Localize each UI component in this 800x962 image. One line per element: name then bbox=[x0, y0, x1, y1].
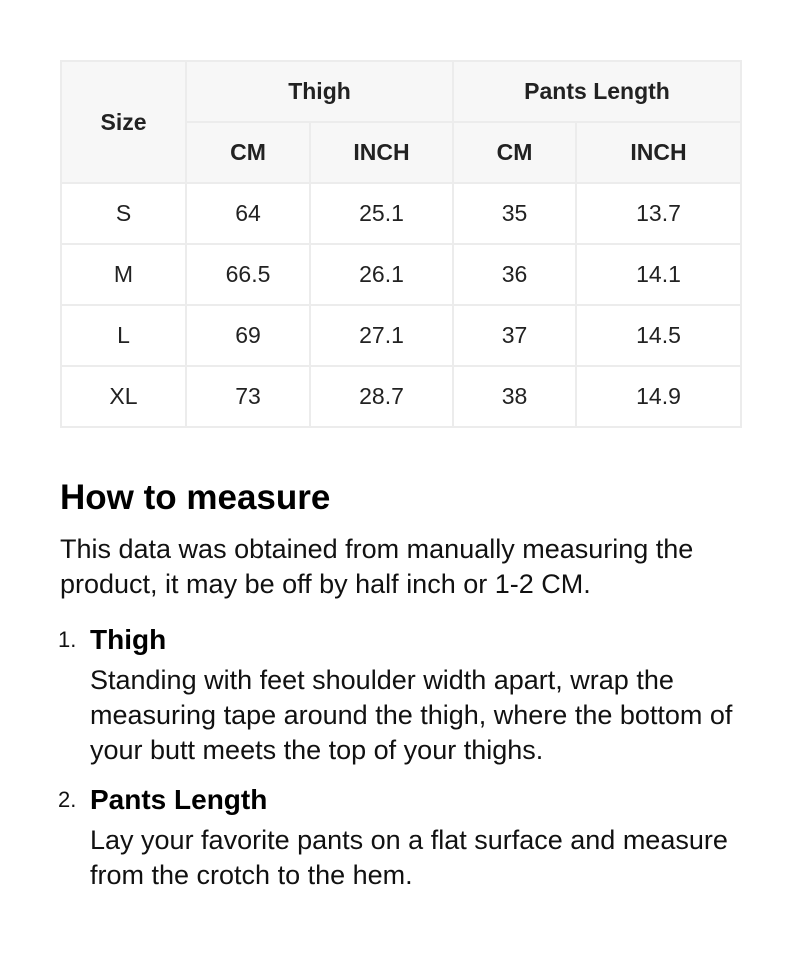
measure-steps-list bbox=[60, 620, 760, 893]
size-cell: L bbox=[61, 305, 186, 366]
size-cell: M bbox=[61, 244, 186, 305]
table-header-row bbox=[61, 61, 741, 122]
step-title-pants-length: Pants Length bbox=[90, 784, 268, 815]
length-inch-cell: 14.9 bbox=[576, 366, 741, 427]
size-chart-table bbox=[60, 60, 742, 428]
size-header: Size bbox=[61, 61, 186, 183]
thigh-inch-cell: 26.1 bbox=[310, 244, 453, 305]
table-row bbox=[61, 305, 741, 366]
step-title-thigh: Thigh bbox=[90, 624, 167, 655]
length-inch-header: INCH bbox=[576, 122, 741, 183]
length-cm-cell: 36 bbox=[453, 244, 576, 305]
table-row bbox=[61, 366, 741, 427]
thigh-cm-cell: 64 bbox=[186, 183, 310, 244]
measure-intro-text: This data was obtained from manually measuring the product, it may be off by half inch or 1-2 CM. bbox=[60, 534, 694, 599]
pants-length-group-header: Pants Length bbox=[453, 61, 741, 122]
length-cm-cell: 38 bbox=[453, 366, 576, 427]
length-cm-header: CM bbox=[453, 122, 576, 183]
thigh-cm-cell: 66.5 bbox=[186, 244, 310, 305]
length-inch-cell: 13.7 bbox=[576, 183, 741, 244]
how-to-measure-title: How to measure bbox=[60, 478, 331, 517]
table-row bbox=[61, 244, 741, 305]
step-number: 1. bbox=[58, 627, 77, 652]
thigh-cm-cell: 73 bbox=[186, 366, 310, 427]
step-description-thigh: Standing with feet shoulder width apart, wrap the measuring tape around the thigh, where the bottom of your butt meets the top of your thighs. bbox=[90, 665, 733, 765]
length-cm-cell: 37 bbox=[453, 305, 576, 366]
list-item bbox=[60, 620, 760, 768]
thigh-inch-cell: 25.1 bbox=[310, 183, 453, 244]
length-inch-cell: 14.5 bbox=[576, 305, 741, 366]
table-row bbox=[61, 183, 741, 244]
thigh-cm-cell: 69 bbox=[186, 305, 310, 366]
step-description-pants-length: Lay your favorite pants on a flat surface and measure from the crotch to the hem. bbox=[90, 825, 728, 890]
thigh-inch-header: INCH bbox=[310, 122, 453, 183]
step-number: 2. bbox=[58, 787, 77, 812]
list-item bbox=[60, 780, 760, 893]
how-to-measure-section bbox=[60, 470, 760, 893]
thigh-group-header: Thigh bbox=[186, 61, 453, 122]
thigh-inch-cell: 28.7 bbox=[310, 366, 453, 427]
length-cm-cell: 35 bbox=[453, 183, 576, 244]
thigh-cm-header: CM bbox=[186, 122, 310, 183]
size-cell: XL bbox=[61, 366, 186, 427]
thigh-inch-cell: 27.1 bbox=[310, 305, 453, 366]
length-inch-cell: 14.1 bbox=[576, 244, 741, 305]
size-cell: S bbox=[61, 183, 186, 244]
